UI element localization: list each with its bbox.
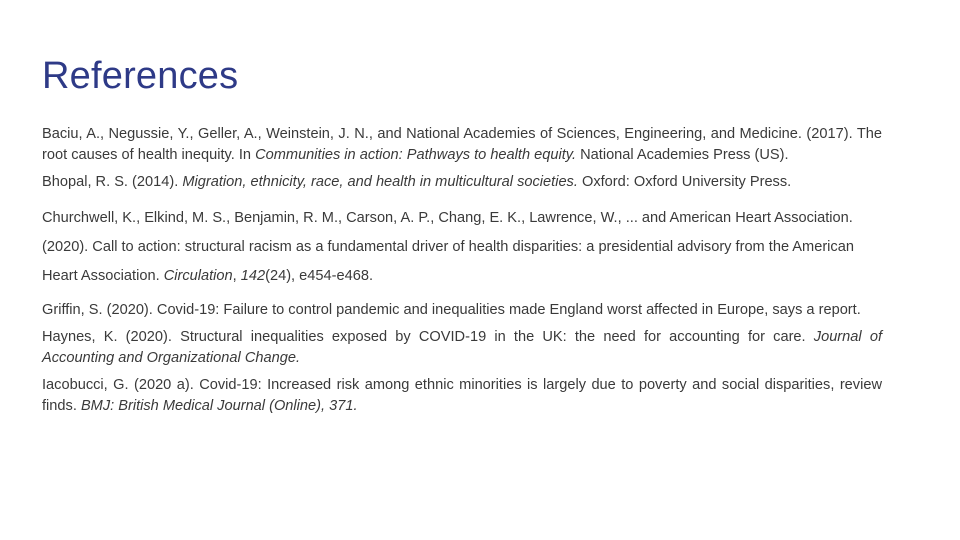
reference-text: Oxford: Oxford University Press. (577, 174, 792, 190)
reference-journal-italic: Journal of Accounting and Organizational Change. (42, 329, 882, 366)
reference-text: Griffin, S. (2020). Covid-19: Failure to control pandemic and inequalities made England worst affected in Europe, says a report. (42, 301, 861, 318)
reference-title-italic: Migration, ethnicity, race, and health in multicultural societies. (182, 174, 578, 190)
reference-item-iacobucci (42, 375, 882, 416)
reference-item-bhopal (42, 172, 882, 193)
reference-title-italic: Communities in action: Pathways to health equity. (255, 146, 577, 163)
slide-title: References (42, 55, 239, 97)
reference-text: Bhopal, R. S. (2014). (42, 174, 183, 190)
reference-item-baciu (42, 124, 882, 165)
reference-text: Haynes, K. (2020). Structural inequalities exposed by COVID-19 in the UK: the need for accounting for care. (42, 329, 814, 345)
reference-text: National Academies Press (US). (576, 146, 789, 163)
reference-item-griffin (42, 300, 882, 321)
reference-journal-italic: BMJ: British Medical Journal (Online) (80, 397, 322, 414)
reference-text: , (232, 267, 241, 284)
reference-item-churchwell (42, 204, 882, 291)
reference-text: Iacobucci, G. (2020 a). Covid-19: Increased risk among ethnic minorities is largely due to poverty and social disparities, review finds. (42, 377, 882, 414)
reference-item-haynes (42, 327, 882, 368)
reference-text: Churchwell, K., Elkind, M. S., Benjamin, R. M., Carson, A. P., Chang, E. K., Lawrence, W., ... and American Heart Association. (2020). Call to action: structural racism as a fundamental driver of health disparities: a presidential advisory from the American Heart Association. (42, 209, 854, 284)
reference-text: Baciu, A., Negussie, Y., Geller, A., Weinstein, J. N., and National Academies of Sciences, Engineering, and Medicine. (2017). The root causes of health inequity. In (42, 126, 882, 163)
reference-text: (24), e454-e468. (265, 267, 374, 284)
reference-journal-italic: Circulation (163, 267, 233, 284)
reference-volume-italic: 142 (240, 267, 266, 284)
reference-list (42, 124, 882, 416)
reference-text: , (321, 397, 330, 414)
reference-volume-italic: 371. (329, 397, 358, 414)
